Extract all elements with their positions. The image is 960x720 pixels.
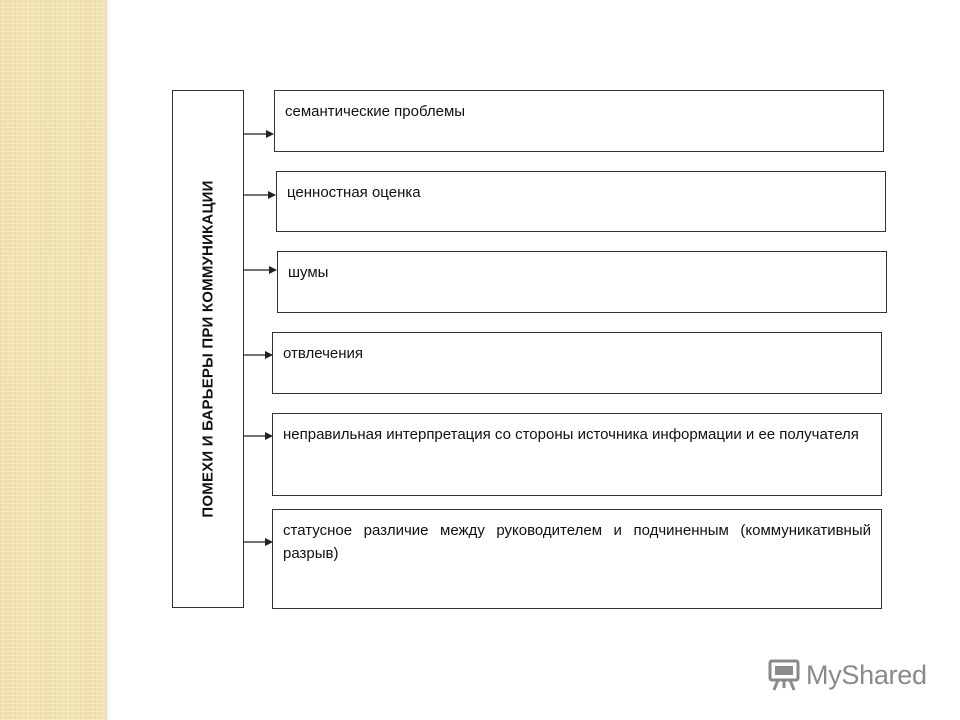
item-text-5: неправильная интерпретация со стороны источника информации и ее получателя xyxy=(283,426,859,443)
watermark-text: MyShared xyxy=(806,659,927,690)
watermark xyxy=(766,656,927,694)
item-box-5 xyxy=(272,413,882,496)
item-box-3 xyxy=(277,251,887,313)
item-text-4: отвлечения xyxy=(283,345,364,362)
item-box-6 xyxy=(272,509,882,609)
item-text-1: семантические проблемы xyxy=(285,103,466,120)
item-box-4 xyxy=(272,332,882,394)
item-text-3: шумы xyxy=(288,264,329,281)
item-box-2 xyxy=(276,171,886,232)
main-category-label: ПОМЕХИ И БАРЬЕРЫ ПРИ КОММУНИКАЦИИ xyxy=(199,180,217,518)
item-text-2: ценностная оценка xyxy=(287,184,421,201)
item-box-1 xyxy=(274,90,884,152)
presentation-icon xyxy=(766,657,802,693)
item-text-6: статусное различие между руководителем и подчиненным (коммуникативный разрыв) xyxy=(283,522,871,562)
